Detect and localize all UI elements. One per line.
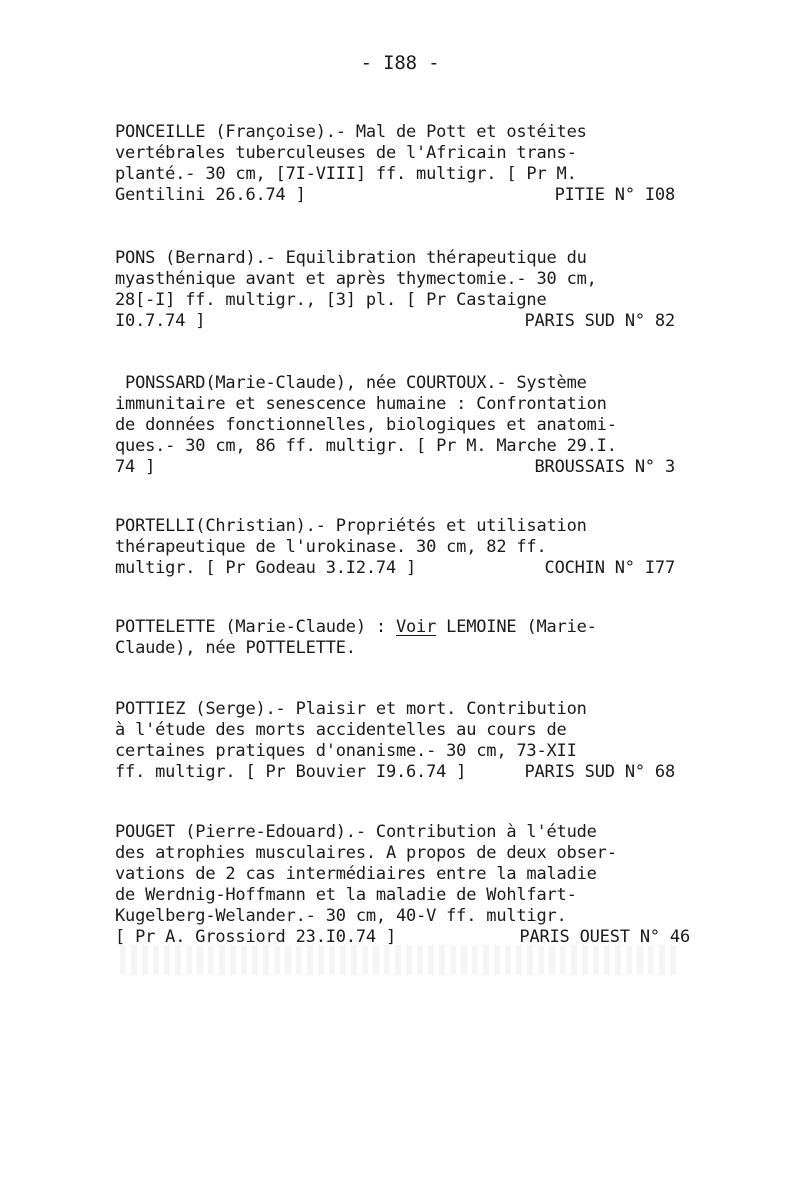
bibliography-entry	[115, 699, 675, 783]
entry-last-line	[115, 311, 675, 332]
bibliography-entry	[115, 122, 675, 206]
entry-last-line	[115, 558, 675, 579]
entry-last-line	[115, 762, 675, 783]
entry-line: ques.- 30 cm, 86 ff. multigr. [ Pr M. Marche 29.I.	[115, 436, 617, 456]
entry-date: Gentilini 26.6.74 ]	[115, 185, 306, 205]
faculty-reference: PARIS SUD N° 82	[524, 311, 675, 331]
faculty-reference: PITIE N° I08	[554, 185, 675, 205]
show-through-texture	[120, 945, 680, 975]
faculty-reference: COCHIN N° I77	[544, 558, 675, 578]
entry-line: 28[-I] ff. multigr., [3] pl. [ Pr Castaigne	[115, 290, 547, 310]
cross-reference-head: POTTELETTE (Marie-Claude) :	[115, 617, 396, 637]
bibliography-entry	[115, 822, 690, 948]
bibliography-entry	[115, 248, 675, 332]
entry-line: immunitaire et senescence humaine : Confrontation	[115, 394, 607, 414]
entry-date: ff. multigr. [ Pr Bouvier I9.6.74 ]	[115, 762, 467, 782]
entry-date: multigr. [ Pr Godeau 3.I2.74 ]	[115, 558, 417, 578]
entry-line: planté.- 30 cm, [7I-VIII] ff. multigr. [ Pr M.	[115, 164, 577, 184]
entry-line: vertébrales tuberculeuses de l'Africain trans-	[115, 143, 577, 163]
entry-date: [ Pr A. Grossiord 23.I0.74 ]	[115, 927, 396, 947]
bibliography-entry	[115, 373, 675, 478]
entry-line: PONCEILLE (Françoise).- Mal de Pott et ostéites	[115, 122, 587, 142]
entry-line: myasthénique avant et après thymectomie.- 30 cm,	[115, 269, 597, 289]
entry-line: de données fonctionnelles, biologiques et anatomi-	[115, 415, 617, 435]
entry-date: 74 ]	[115, 457, 156, 477]
faculty-reference: PARIS SUD N° 68	[524, 762, 675, 782]
entry-line: des atrophies musculaires. A propos de deux obser-	[115, 843, 617, 863]
entry-last-line	[115, 185, 675, 206]
cross-reference-entry	[115, 617, 675, 659]
faculty-reference: PARIS OUEST N° 46	[519, 927, 690, 947]
entry-line: PONS (Bernard).- Equilibration thérapeutique du	[115, 248, 587, 268]
page-number: - I88 -	[360, 52, 440, 74]
faculty-reference: BROUSSAIS N° 3	[534, 457, 675, 477]
entry-line: de Werdnig-Hoffmann et la maladie de Wohlfart-	[115, 885, 577, 905]
entry-line: thérapeutique de l'urokinase. 30 cm, 82 ff.	[115, 537, 547, 557]
cross-reference-target: LEMOINE (Marie-	[436, 617, 597, 637]
entry-line: POUGET (Pierre-Edouard).- Contribution à l'étude	[115, 822, 597, 842]
entry-line: PORTELLI(Christian).- Propriétés et utilisation	[115, 516, 587, 536]
entry-line: certaines pratiques d'onanisme.- 30 cm, 73-XII	[115, 741, 577, 761]
bibliography-entry	[115, 516, 675, 579]
entry-line: à l'étude des morts accidentelles au cours de	[115, 720, 567, 740]
entry-line: vations de 2 cas intermédiaires entre la maladie	[115, 864, 597, 884]
voir-label: Voir	[395, 617, 437, 637]
entry-line: POTTIEZ (Serge).- Plaisir et mort. Contribution	[115, 699, 587, 719]
entry-line: PONSSARD(Marie-Claude), née COURTOUX.- Système	[115, 373, 587, 393]
entry-line: Claude), née POTTELETTE.	[115, 638, 356, 658]
entry-last-line	[115, 457, 675, 478]
entry-line: Kugelberg-Welander.- 30 cm, 40-V ff. multigr.	[115, 906, 567, 926]
entry-date: I0.7.74 ]	[115, 311, 206, 331]
entry-line	[115, 617, 675, 638]
